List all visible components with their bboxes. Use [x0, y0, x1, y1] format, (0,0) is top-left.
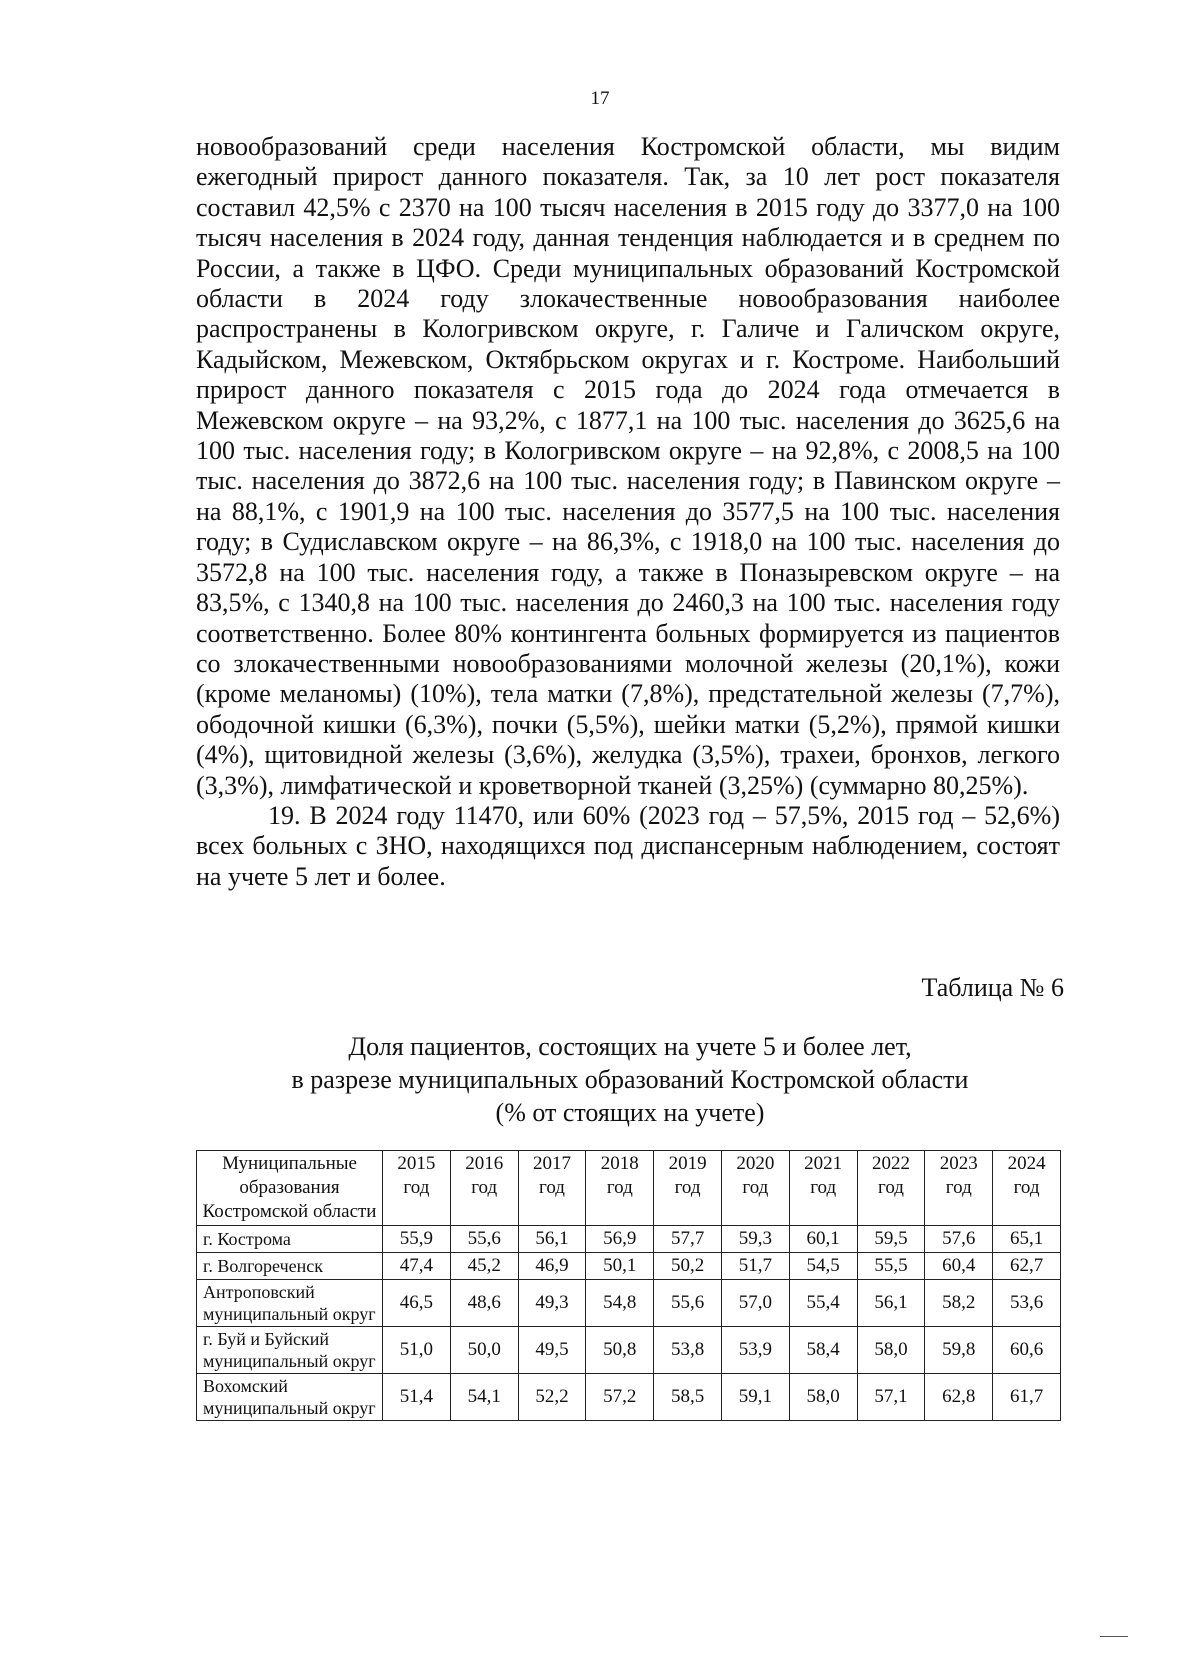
header-year: 2018 год — [586, 1151, 654, 1226]
table-cell-value: 50,8 — [586, 1327, 654, 1374]
header-year: 2015 год — [383, 1151, 451, 1226]
table-cell-value: 59,8 — [925, 1327, 993, 1374]
table-cell-value: 52,2 — [518, 1374, 586, 1421]
table-cell-value: 57,2 — [586, 1374, 654, 1421]
table-title — [0, 1030, 1200, 1129]
table-cell-value: 51,0 — [383, 1327, 451, 1374]
header-year: 2016 год — [450, 1151, 518, 1226]
table-row — [197, 1253, 1061, 1280]
table-cell-value: 46,9 — [518, 1253, 586, 1280]
table-cell-value: 54,8 — [586, 1280, 654, 1327]
table-cell-value: 59,1 — [721, 1374, 789, 1421]
row-municipality-name: г. Волгореченск — [197, 1253, 383, 1280]
table-label: Таблица № 6 — [921, 973, 1064, 1002]
row-municipality-name: г. Кострома — [197, 1226, 383, 1253]
table-cell-value: 54,1 — [450, 1374, 518, 1421]
table-title-line-1: Доля пациентов, состоящих на учете 5 и более лет, — [348, 1032, 912, 1061]
table-cell-value: 59,3 — [721, 1226, 789, 1253]
table-cell-value: 61,7 — [993, 1374, 1061, 1421]
table-cell-value: 60,1 — [789, 1226, 857, 1253]
table-row — [197, 1374, 1061, 1421]
header-year: 2023 год — [925, 1151, 993, 1226]
table-cell-value: 59,5 — [857, 1226, 925, 1253]
table-cell-value: 55,4 — [789, 1280, 857, 1327]
table-cell-value: 57,0 — [721, 1280, 789, 1327]
table-cell-value: 58,0 — [789, 1374, 857, 1421]
paragraph-item-19: 19. В 2024 году 11470, или 60% (2023 год – 57,5%, 2015 год – 52,6%) всех больных с ЗНО, находящихся под диспансерным наблюдением, состоят на учете 5 лет и более. — [196, 800, 1060, 891]
table-cell-value: 58,4 — [789, 1327, 857, 1374]
row-municipality-name: Вохомский муниципальный округ — [197, 1374, 383, 1421]
table-cell-value: 49,3 — [518, 1280, 586, 1327]
table-cell-value: 53,8 — [654, 1327, 722, 1374]
table-cell-value: 47,4 — [383, 1253, 451, 1280]
table-cell-value: 55,6 — [654, 1280, 722, 1327]
table-cell-value: 53,9 — [721, 1327, 789, 1374]
table-title-line-3: (% от стоящих на учете) — [495, 1098, 765, 1127]
header-municipality: Муниципальные образования Костромской области — [197, 1151, 383, 1226]
table-cell-value: 50,0 — [450, 1327, 518, 1374]
header-year: 2024 год — [993, 1151, 1061, 1226]
table-cell-value: 56,9 — [586, 1226, 654, 1253]
table-cell-value: 62,8 — [925, 1374, 993, 1421]
table-cell-value: 58,5 — [654, 1374, 722, 1421]
table-row — [197, 1327, 1061, 1374]
table-cell-value: 58,0 — [857, 1327, 925, 1374]
page-number: 17 — [590, 88, 610, 109]
table-cell-value: 55,9 — [383, 1226, 451, 1253]
header-year: 2021 год — [789, 1151, 857, 1226]
table-cell-value: 50,1 — [586, 1253, 654, 1280]
table-cell-value: 55,6 — [450, 1226, 518, 1253]
row-municipality-name: г. Буй и Буйский муниципальный округ — [197, 1327, 383, 1374]
table-row — [197, 1280, 1061, 1327]
header-year: 2022 год — [857, 1151, 925, 1226]
table-cell-value: 57,1 — [857, 1374, 925, 1421]
paragraph-continuation: новообразований среди населения Костромской области, мы видим ежегодный прирост данного показателя. Так, за 10 лет рост показателя составил 42,5% с 2370 на 100 тысяч населения в 2015 году до 3377,0 на 100 тысяч населения в 2024 году, данная тенденция наблюдается и в среднем по России, а также в ЦФО. Среди муниципальных образований Костромской области в 2024 году злокачественные новообразования наиболее распространены в Кологривском округе, г. Галиче и Галичском округе, Кадыйском, Межевском, Октябрьском округах и г. Костроме. Наибольший прирост данного показателя с 2015 года до 2024 года отмечается в Межевском округе – на 93,2%, с 1877,1 на 100 тыс. населения до 3625,6 на 100 тыс. населения году; в Кологривском округе – на 92,8%, с 2008,5 на 100 тыс. населения до 3872,6 на 100 тыс. населения году; в Павинском округе – на 88,1%, с 1901,9 на 100 тыс. населения до 3577,5 на 100 тыс. населения году; в Судиславском округе – на 86,3%, с 1918,0 на 100 тыс. населения до 3572,8 на 100 тыс. населения году, а также в Поназыревском округе – на 83,5%, с 1340,8 на 100 тыс. населения до 2460,3 на 100 тыс. населения году соответственно. Более 80% контингента больных формируется из пациентов со злокачественными новообразованиями молочной железы (20,1%), кожи (кроме меланомы) (10%), тела матки (7,8%), предстательной железы (7,7%), ободочной кишки (6,3%), почки (5,5%), шейки матки (5,2%), прямой кишки (4%), щитовидной железы (3,6%), желудка (3,5%), трахеи, бронхов, легкого (3,3%), лимфатической и кроветворной тканей (3,25%) (суммарно 80,25%). — [196, 132, 1060, 800]
table-body — [197, 1226, 1061, 1421]
table-cell-value: 48,6 — [450, 1280, 518, 1327]
table-cell-value: 60,4 — [925, 1253, 993, 1280]
table-cell-value: 53,6 — [993, 1280, 1061, 1327]
header-year: 2020 год — [721, 1151, 789, 1226]
table-cell-value: 49,5 — [518, 1327, 586, 1374]
table-cell-value: 51,7 — [721, 1253, 789, 1280]
header-year: 2019 год — [654, 1151, 722, 1226]
table-cell-value: 51,4 — [383, 1374, 451, 1421]
table-cell-value: 46,5 — [383, 1280, 451, 1327]
table-cell-value: 60,6 — [993, 1327, 1061, 1374]
corner-mark — [1100, 1636, 1128, 1637]
table-row — [197, 1226, 1061, 1253]
table-header-row — [197, 1151, 1061, 1226]
header-year: 2017 год — [518, 1151, 586, 1226]
table-cell-value: 58,2 — [925, 1280, 993, 1327]
data-table — [196, 1150, 1061, 1421]
table-cell-value: 55,5 — [857, 1253, 925, 1280]
table-title-line-2: в разрезе муниципальных образований Костромской области — [291, 1065, 969, 1094]
table-cell-value: 45,2 — [450, 1253, 518, 1280]
table-cell-value: 56,1 — [857, 1280, 925, 1327]
table-cell-value: 54,5 — [789, 1253, 857, 1280]
row-municipality-name: Антроповский муниципальный округ — [197, 1280, 383, 1327]
table-cell-value: 57,7 — [654, 1226, 722, 1253]
table-cell-value: 65,1 — [993, 1226, 1061, 1253]
body-text — [196, 132, 1060, 892]
table-cell-value: 62,7 — [993, 1253, 1061, 1280]
table-cell-value: 57,6 — [925, 1226, 993, 1253]
table-cell-value: 56,1 — [518, 1226, 586, 1253]
table-cell-value: 50,2 — [654, 1253, 722, 1280]
